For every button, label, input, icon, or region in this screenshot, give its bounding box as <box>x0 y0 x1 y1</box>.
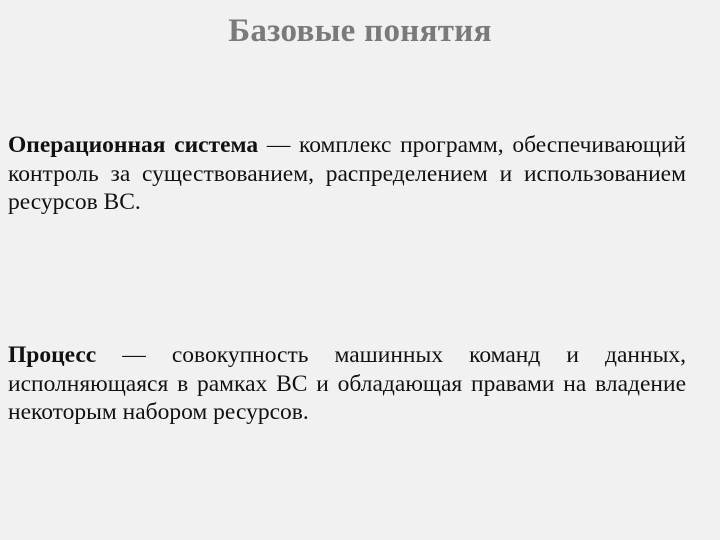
definition-process <box>8 341 686 427</box>
definition-text-operating-system: — комплекс программ, обеспечивающий контроль за существованием, распределением и использованием ресурсов ВС. <box>8 132 686 215</box>
definition-text-process: — совокупность машинных команд и данных, исполняющаяся в рамках ВС и обладающая правами на владение некоторым набором ресурсов. <box>8 342 686 425</box>
term-process: Процесс <box>8 342 97 368</box>
term-operating-system: Операционная система <box>8 132 259 158</box>
definition-operating-system <box>8 131 686 217</box>
slide-title: Базовые понятия <box>228 13 492 49</box>
